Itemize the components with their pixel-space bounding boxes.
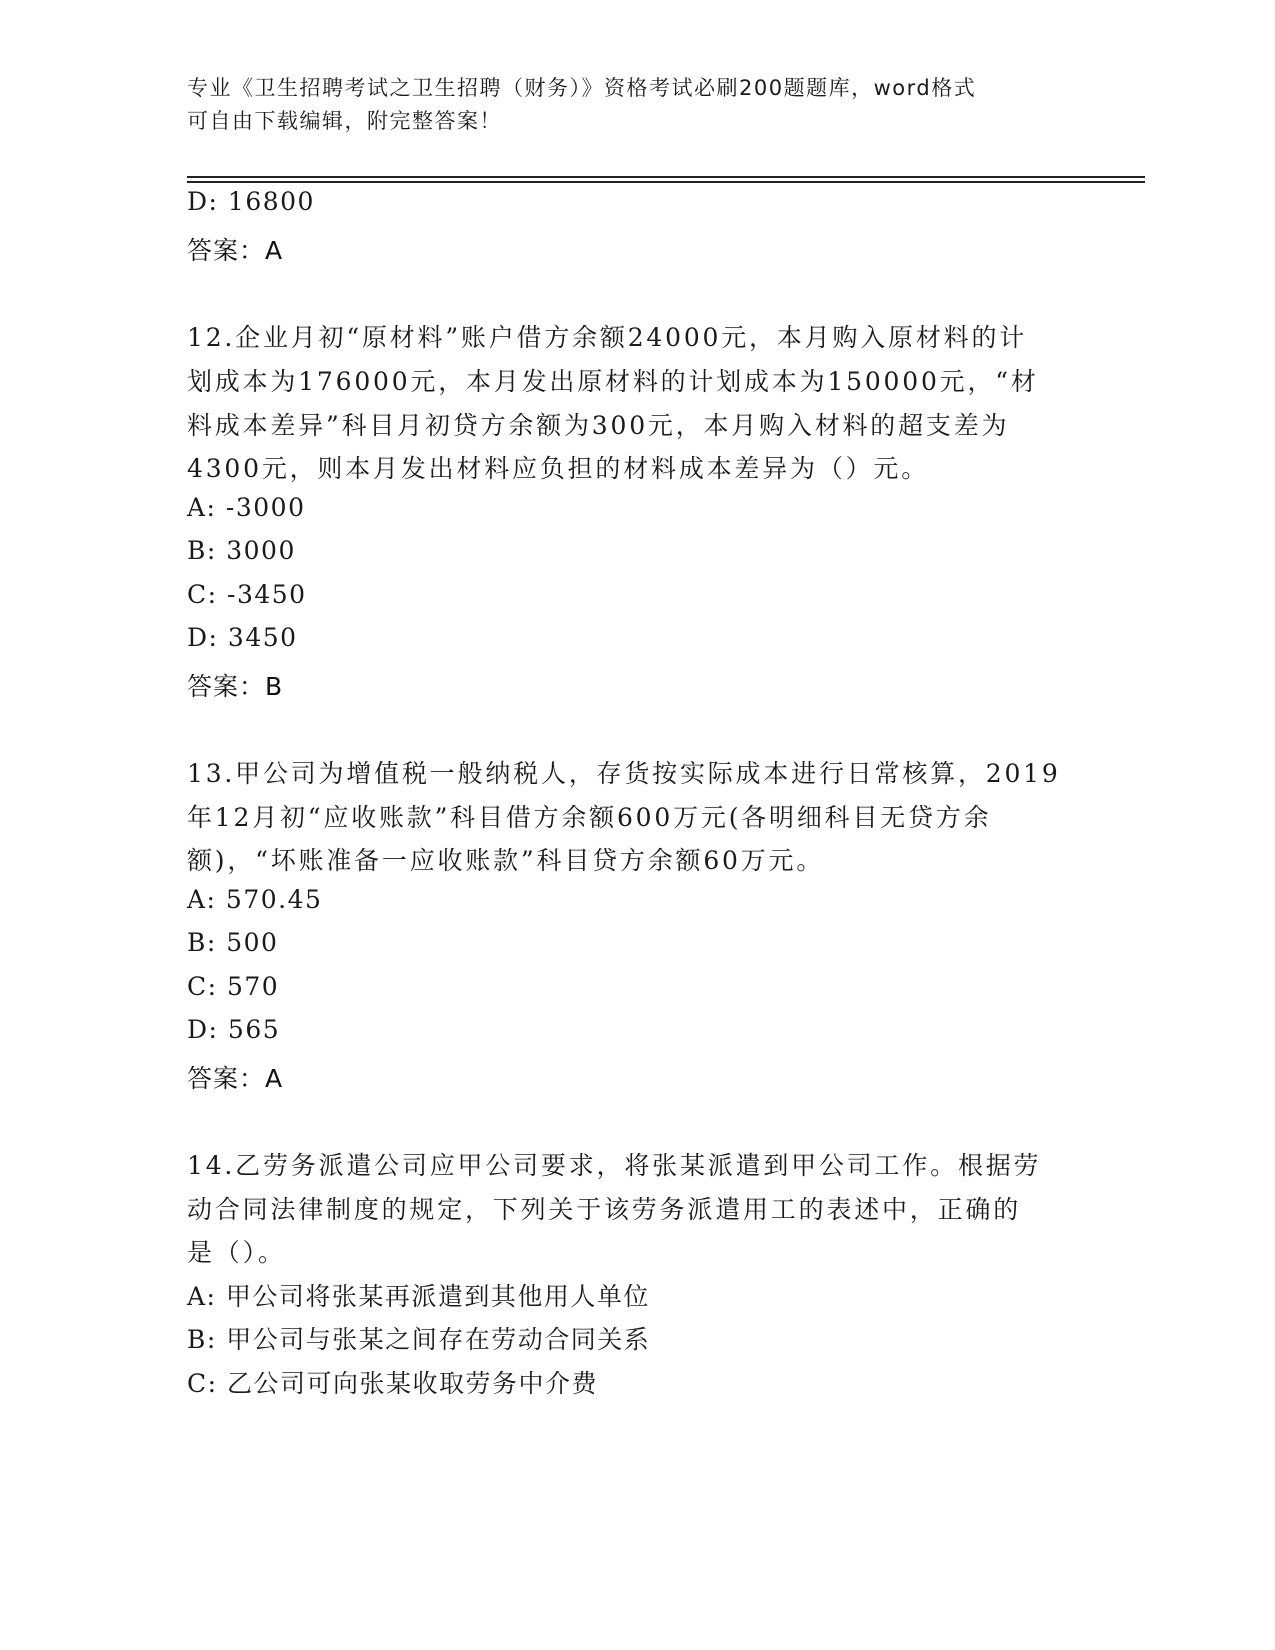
q14-text-line-3: 是（）。	[187, 1238, 286, 1267]
q14-option-a: A: 甲公司将张某再派遣到其他用人单位	[187, 1282, 650, 1311]
q13-text-line-1: 13.甲公司为增值税一般纳税人，存货按实际成本进行日常核算，2019	[187, 759, 1061, 788]
header-line-1: 专业《卫生招聘考试之卫生招聘（财务）》资格考试必刷200题题库，word格式	[187, 76, 977, 100]
q12-option-a: A: -3000	[187, 493, 306, 522]
q14-text-line-1: 14.乙劳务派遣公司应甲公司要求，将张某派遣到甲公司工作。根据劳	[187, 1151, 1042, 1180]
header-line-2: 可自由下载编辑，附完整答案！	[187, 109, 502, 133]
prev-answer: 答案：A	[187, 236, 284, 265]
q12-text-line-4: 4300元，则本月发出材料应负担的材料成本差异为（）元。	[187, 454, 930, 483]
q12-answer: 答案：B	[187, 672, 284, 701]
header-rule-bottom	[187, 181, 1145, 183]
q13-option-b: B: 500	[187, 928, 279, 957]
q13-answer: 答案：A	[187, 1064, 284, 1093]
document-header	[187, 72, 1087, 138]
q12-text-line-1: 12.企业月初“原材料”账户借方余额24000元，本月购入原材料的计	[187, 323, 1028, 352]
q12-text-line-3: 料成本差异”科目月初贷方余额为300元，本月购入材料的超支差为	[187, 411, 1010, 440]
q14-option-b: B: 甲公司与张某之间存在劳动合同关系	[187, 1325, 651, 1354]
prev-option-d: D: 16800	[187, 187, 315, 216]
q12-text-line-2: 划成本为176000元，本月发出原材料的计划成本为150000元，“材	[187, 367, 1039, 396]
q14-text-line-2: 动合同法律制度的规定，下列关于该劳务派遣用工的表述中，正确的	[187, 1195, 1022, 1224]
q13-text-line-2: 年12月初“应收账款”科目借方余额600万元(各明细科目无贷方余	[187, 803, 992, 832]
q12-option-d: D: 3450	[187, 623, 298, 652]
q13-text-line-3: 额)，“坏账准备一应收账款”科目贷方余额60万元。	[187, 846, 825, 875]
header-rule-top	[187, 176, 1145, 178]
q13-option-d: D: 565	[187, 1015, 281, 1044]
q13-option-a: A: 570.45	[187, 885, 323, 914]
q14-option-c: C: 乙公司可向张某收取劳务中介费	[187, 1369, 598, 1398]
q12-option-c: C: -3450	[187, 580, 307, 609]
q13-option-c: C: 570	[187, 972, 280, 1001]
q12-option-b: B: 3000	[187, 536, 296, 565]
